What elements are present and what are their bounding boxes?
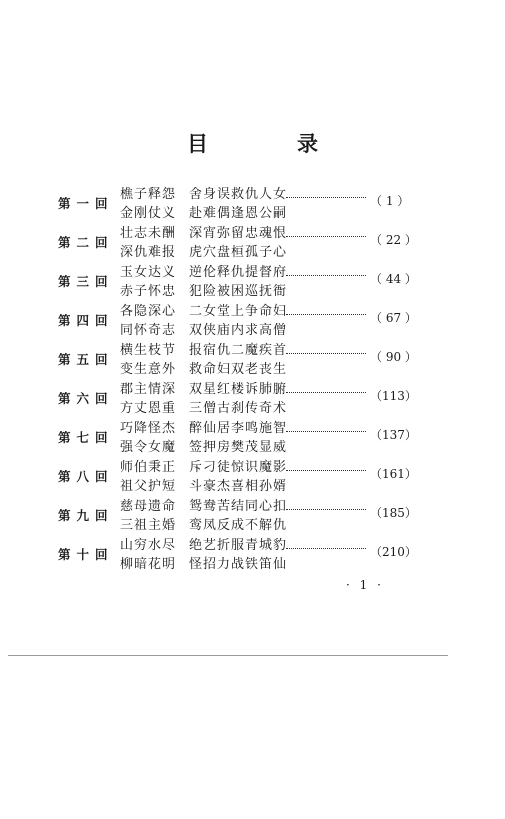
- chapter-number: 第二回: [58, 235, 114, 250]
- leader-dots: [286, 197, 366, 198]
- page-number: （210）: [370, 545, 417, 559]
- divider-rule: [8, 655, 448, 656]
- title-line2-part2: 救命妇双老丧生: [189, 362, 288, 377]
- title-line1-part2: 逆伦释仇提督府: [189, 265, 288, 280]
- title-line1-part2: 深宵弥留忠魂恨: [189, 226, 288, 241]
- toc-list: [58, 183, 418, 573]
- chapter-number: 第五回: [58, 352, 114, 367]
- toc-entry: [58, 222, 418, 261]
- title-line2-part2: 三僧古刹传奇术: [189, 401, 288, 416]
- page-number: （113）: [370, 389, 417, 403]
- chapter-number: 第七回: [58, 430, 114, 445]
- page-number: （ 1 ）: [370, 194, 410, 208]
- title-line2-part1: 三祖主婚: [120, 518, 177, 533]
- page-number: （ 67 ）: [370, 311, 417, 325]
- title-line1-part1: 郡主情深: [120, 382, 177, 397]
- title-line1-part1: 师伯秉正: [120, 460, 177, 475]
- title-line2-part1: 赤子怀忠: [120, 284, 177, 299]
- title-line2-part1: 强令女魔: [120, 440, 177, 455]
- title-line1-part1: 巧降怪杰: [120, 421, 177, 436]
- leader-dots: [286, 548, 366, 549]
- chapter-number: 第六回: [58, 391, 114, 406]
- title-line2-part2: 鸾凤反成不解仇: [189, 518, 288, 533]
- title-line2-part1: 柳暗花明: [120, 557, 177, 572]
- toc-entry: [58, 339, 418, 378]
- title-line2-part2: 犯险被困巡抚衙: [189, 284, 288, 299]
- leader-dots: [286, 470, 366, 471]
- toc-entry: [58, 261, 418, 300]
- title-line1-part1: 山穷水尽: [120, 538, 177, 553]
- title-line2-part2: 签押房樊茂显威: [189, 440, 288, 455]
- toc-entry: [58, 534, 418, 573]
- title-line1-part2: 报宿仇二魔疾首: [189, 343, 288, 358]
- title-line2-part2: 赴难偶逢恩公嗣: [189, 206, 288, 221]
- title-line2-part2: 斗豪杰喜相孙婿: [189, 479, 288, 494]
- title-line1-part2: 双星红楼诉肺腑: [189, 382, 288, 397]
- title-line2-part2: 双侠庙内求高僧: [189, 323, 288, 338]
- title-line1-part1: 樵子释怨: [120, 187, 177, 202]
- title-line1-part2: 绝艺折服青城豹: [189, 538, 288, 553]
- folio-page-number: · 1 ·: [346, 578, 384, 592]
- toc-entry: [58, 378, 418, 417]
- chapter-number: 第八回: [58, 469, 114, 484]
- title-line2-part1: 祖父护短: [120, 479, 177, 494]
- leader-dots: [286, 353, 366, 354]
- title-line2-part1: 方丈恩重: [120, 401, 177, 416]
- title-line2-part1: 变生意外: [120, 362, 177, 377]
- title-line1-part1: 慈母遗命: [120, 499, 177, 514]
- page-number: （ 22 ）: [370, 233, 417, 247]
- title-line1-part2: 醉仙居李鸣施智: [189, 421, 288, 436]
- chapter-number: 第四回: [58, 313, 114, 328]
- chapter-number: 第一回: [58, 196, 114, 211]
- toc-entry: [58, 417, 418, 456]
- title-line2-part1: 深仇难报: [120, 245, 177, 260]
- title-line1-part2: 二女堂上争命妇: [189, 304, 288, 319]
- title-line2-part1: 金刚仗义: [120, 206, 177, 221]
- chapter-number: 第三回: [58, 274, 114, 289]
- toc-entry: [58, 183, 418, 222]
- chapter-number: 第十回: [58, 547, 114, 562]
- title-line1-part2: 斥刁徒惊识魔影: [189, 460, 288, 475]
- page-number: （ 44 ）: [370, 272, 417, 286]
- title-line2-part1: 同怀奇志: [120, 323, 177, 338]
- toc-entry: [58, 300, 418, 339]
- leader-dots: [286, 431, 366, 432]
- page-number: （137）: [370, 428, 417, 442]
- title-line2-part2: 虎穴盘桓孤子心: [189, 245, 288, 260]
- page-number: （161）: [370, 467, 417, 481]
- page-title: 目 录: [187, 131, 352, 156]
- title-line2-part2: 怪招力战铁笛仙: [189, 557, 288, 572]
- leader-dots: [286, 509, 366, 510]
- page-number: （ 90 ）: [370, 350, 417, 364]
- leader-dots: [286, 314, 366, 315]
- title-line1-part2: 舍身误救仇人女: [189, 187, 288, 202]
- title-line1-part1: 横生枝节: [120, 343, 177, 358]
- title-line1-part2: 鸳鸯苦结同心扣: [189, 499, 288, 514]
- page-number: （185）: [370, 506, 417, 520]
- title-line1-part1: 各隐深心: [120, 304, 177, 319]
- leader-dots: [286, 275, 366, 276]
- title-line1-part1: 壮志未酬: [120, 226, 177, 241]
- toc-entry: [58, 456, 418, 495]
- title-line1-part1: 玉女达义: [120, 265, 177, 280]
- chapter-number: 第九回: [58, 508, 114, 523]
- leader-dots: [286, 392, 366, 393]
- toc-entry: [58, 495, 418, 534]
- leader-dots: [286, 236, 366, 237]
